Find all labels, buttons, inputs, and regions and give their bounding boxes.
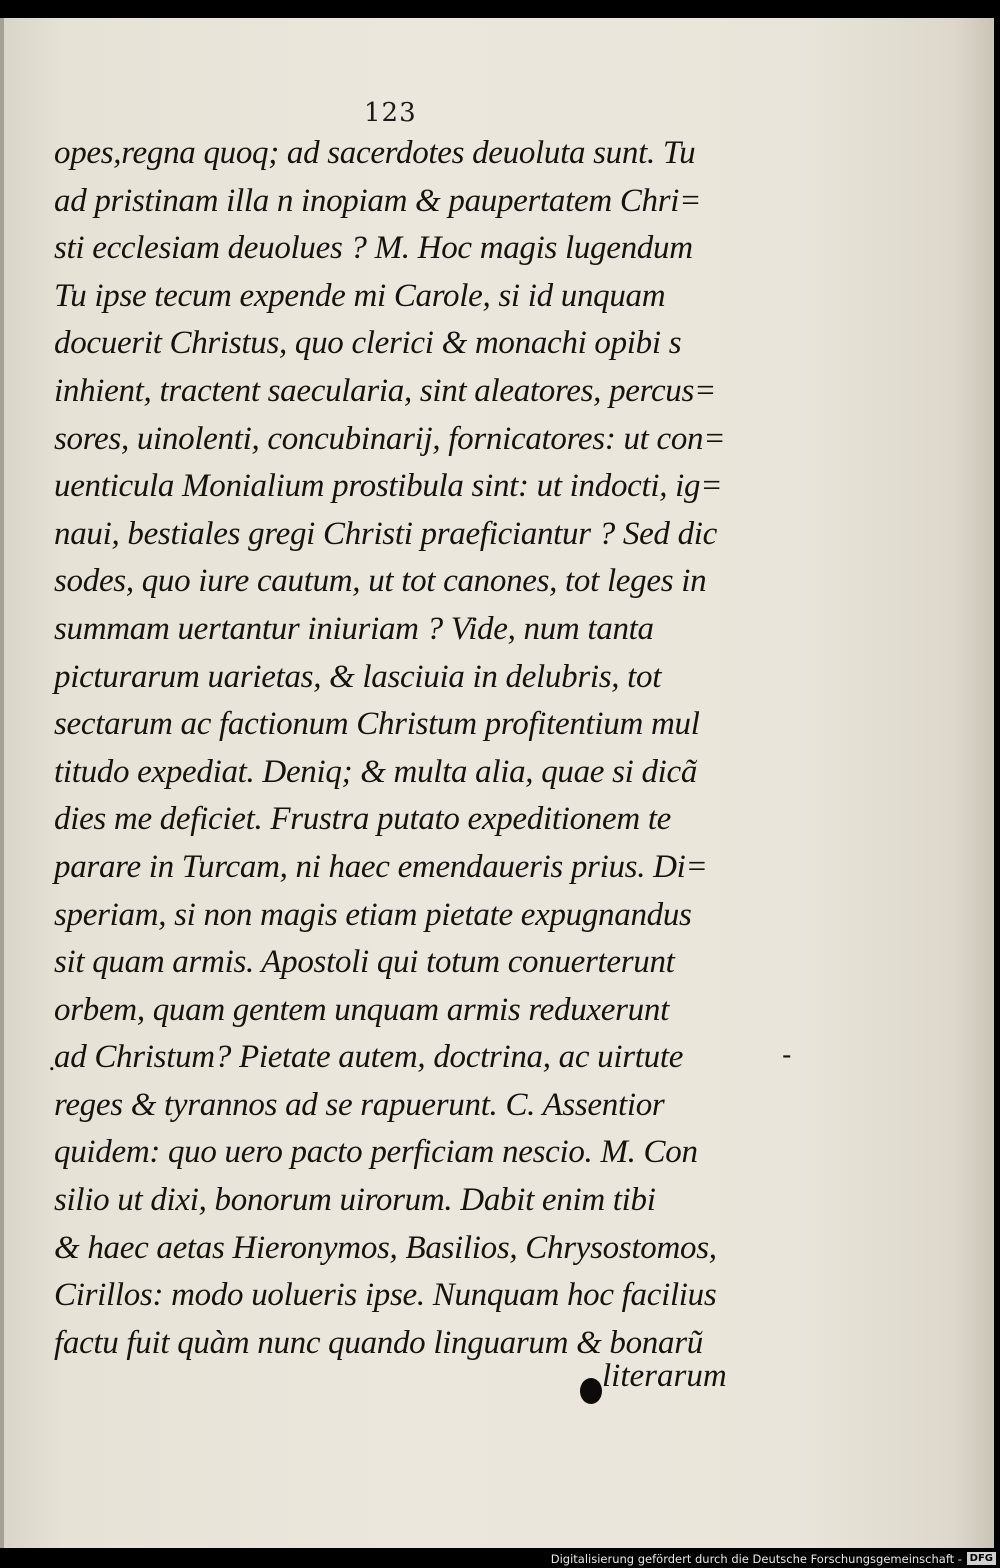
page-number: 123 <box>364 98 417 128</box>
text-line: ad Christum? Pietate autem, doctrina, ac uirtute <box>54 1039 684 1076</box>
text-line: picturarum uarietas, & lasciuia in delubris, tot <box>54 658 662 695</box>
text-line: speriam, si non magis etiam pietate expugnandus <box>54 896 692 933</box>
text-line: dies me deficiet. Frustra putato expeditionem te <box>54 801 672 838</box>
text-line: quidem: quo uero pacto perficiam nescio. M. Con <box>54 1134 698 1171</box>
text-line: Cirillos: modo uolueris ipse. Nunquam hoc facilius <box>54 1277 717 1314</box>
text-line: sectarum ac factionum Christum profitentium mul <box>54 706 700 743</box>
text-line: sti ecclesiam deuolues ? M. Hoc magis lugendum <box>54 230 693 267</box>
text-line: silio ut dixi, bonorum uirorum. Dabit enim tibi <box>54 1182 656 1219</box>
text-line: ad pristinam illa n inopiam & paupertatem Chri= <box>54 182 702 219</box>
text-line: factu fuit quàm nunc quando linguarum & bonarũ <box>54 1324 703 1361</box>
body-text <box>54 130 774 1367</box>
text-line: parare in Turcam, ni haec emendaueris prius. Di= <box>54 848 708 885</box>
text-line: orbem, quam gentem unquam armis reduxerunt <box>54 991 669 1028</box>
text-line: naui, bestiales gregi Christi praeficiantur ? Sed dic <box>54 515 718 552</box>
dfg-logo: DFG <box>967 1552 996 1565</box>
text-line: sodes, quo iure cautum, ut tot canones, tot leges in <box>54 563 707 600</box>
text-line: Tu ipse tecum expende mi Carole, si id unquam <box>54 277 666 314</box>
text-line: sit quam armis. Apostoli qui totum conuerterunt <box>54 944 675 981</box>
text-line: inhient, tractent saecularia, sint aleatores, percus= <box>54 372 717 409</box>
book-page <box>0 18 994 1548</box>
catchword: literarum <box>602 1358 727 1394</box>
margin-mark: . <box>48 1048 56 1076</box>
text-line: opes,regna quoq; ad sacerdotes deuoluta sunt. Tu <box>54 135 696 171</box>
text-line: & haec aetas Hieronymos, Basilios, Chrysostomos, <box>54 1229 717 1266</box>
text-line: sores, uinolenti, concubinarij, fornicatores: ut con= <box>54 420 726 457</box>
text-line: docuerit Christus, quo clerici & monachi opibi s <box>54 325 682 362</box>
text-line: titudo expediat. Deniq; & multa alia, quae si dicã <box>54 753 698 790</box>
digitization-credit: Digitalisierung gefördert durch die Deutsche Forschungsgemeinschaft - <box>550 1552 962 1566</box>
text-line: reges & tyrannos ad se rapuerunt. C. Assentior <box>54 1086 665 1123</box>
text-line: summam uertantur iniuriam ? Vide, num tanta <box>54 610 654 647</box>
ink-blot <box>580 1378 602 1404</box>
text-line: uenticula Monialium prostibula sint: ut indocti, ig= <box>54 468 723 505</box>
margin-mark: - <box>782 1038 792 1071</box>
